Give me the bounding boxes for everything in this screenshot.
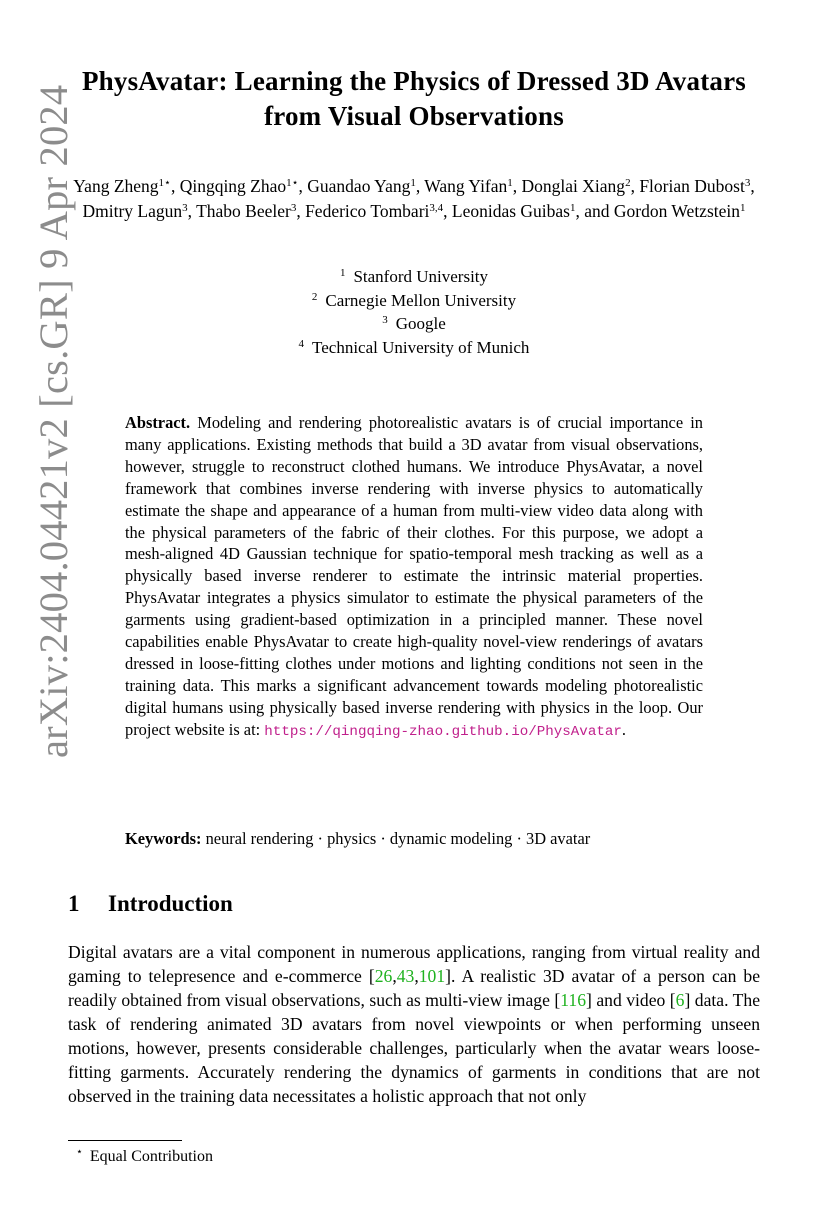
intro-text-1: Digital avatars are a vital component in numerous applications, ranging from virtual reality and gaming to telepresence and e-commerce [ (68, 942, 760, 986)
author-name: Florian Dubost (639, 176, 745, 196)
author-name: Guandao Yang (307, 176, 411, 196)
section-title: Introduction (108, 891, 233, 916)
affiliation (120, 336, 708, 360)
author-affiliation-mark: 1 (507, 177, 513, 189)
author-affiliation-mark: 2 (625, 177, 631, 189)
affiliation-name: Stanford University (353, 267, 489, 286)
keywords-label: Keywords: (125, 829, 202, 848)
author (522, 176, 631, 196)
author (196, 201, 296, 221)
author-name: Federico Tombari (305, 201, 430, 221)
citation-link[interactable]: 116 (560, 990, 586, 1010)
citation-link[interactable]: 26 (374, 966, 393, 986)
keywords (125, 828, 725, 850)
affiliation-name: Technical University of Munich (312, 337, 530, 357)
author-name: Leonidas Guibas (451, 201, 570, 221)
footnote-mark: ⋆ (76, 1146, 83, 1158)
footnote-divider (68, 1140, 182, 1141)
affiliation-number: 4 (298, 337, 305, 350)
author (180, 176, 299, 196)
author-name: Dmitry Lagun (82, 201, 183, 221)
affiliation-number: 1 (339, 267, 346, 279)
affiliation-number: 3 (382, 314, 388, 326)
author (424, 176, 513, 196)
author-name: Wang Yifan (424, 176, 508, 196)
arxiv-identifier-stamp (22, 60, 82, 760)
affiliation-name: Google (395, 314, 446, 333)
author-name: Qingqing Zhao (179, 176, 287, 196)
author-affiliation-mark: 3 (182, 202, 188, 214)
author-name: Yang Zheng (73, 176, 159, 196)
arxiv-stamp-text: arXiv:2404.04421v2 [cs.GR] 9 Apr 2024 (31, 84, 76, 758)
author-affiliation-mark: 3,4 (429, 202, 444, 214)
author-name: Gordon Wetzstein (613, 201, 740, 221)
affiliation (120, 312, 708, 336)
intro-text-2: ]. A realistic 3D avatar of a person can be readily obtained from visual observations, such as multi-view image [ (68, 966, 761, 1010)
affiliation (120, 289, 708, 313)
author-affiliation-mark: 1 (410, 177, 416, 189)
section-number: 1 (68, 891, 80, 916)
intro-paragraph: Digital avatars are a vital component in numerous applications, ranging from virtual reality and gaming to telepresence and e-commerce [26,43,101]. A realistic 3D avatar of a person can be readily obtained from visual observations, such as multi-view image [116] and video [6] data. The task of rendering animated 3D avatars from novel viewpoints or when performing unseen motions, however, presents considerable challenges, particularly when the avatar wears loose-fitting garments. Accurately rendering the dynamics of garments in conditions that are not observed in the training data necessitates a holistic approach that not only (68, 942, 761, 1106)
author-affiliation-mark: 1 (740, 202, 746, 214)
project-website-link[interactable]: https://qingqing-zhao.github.io/PhysAvatar (264, 723, 622, 740)
author (73, 176, 171, 196)
citation-link[interactable]: 101 (418, 966, 446, 986)
author-affiliation-mark: 1⋆ (286, 177, 299, 189)
citation-link[interactable]: 6 (675, 990, 685, 1010)
author-list: Yang Zheng$^{1⋆}$, Qingqing Zhao$^{1⋆}$, Guandao Yang$^1$, Wang Yifan$^1$, Donglai Xiang$^2$, Florian Dubost$^3$, Dmitry Lagun$^3$, Thabo Beeler$^3$, Federico Tombari$^{3,4}$, Leonidas Guibas$^1$, and Gordon Wetzstein$^1$ (73, 176, 755, 221)
section-heading (68, 889, 233, 919)
author (82, 201, 187, 221)
abstract-label: Abstract. (125, 413, 191, 432)
affiliation-name: Carnegie Mellon University (325, 290, 517, 310)
citation-link[interactable]: 43 (396, 966, 415, 986)
keywords-text: neural rendering · physics · dynamic modeling · 3D avatar (205, 829, 591, 848)
affiliation-list (120, 265, 708, 359)
affiliation-number: 2 (311, 290, 318, 303)
author-affiliation-mark: 1 (570, 202, 576, 214)
abstract-text: Modeling and rendering photorealistic avatars is of crucial importance in many applications. Existing methods that build a 3D avatar from visual observations, however, struggle to reconstruct clothed humans. We introduce PhysAvatar, a novel framework that combines inverse rendering with inverse physics to automatically estimate the shape and appearance of a human from multi-view video data along with the physical parameters of the fabric of their clothes. For this purpose, we adopt a mesh-aligned 4D Gaussian technique for spatio-temporal mesh tracking as well as a physically based inverse renderer to estimate the intrinsic material properties. PhysAvatar integrates a physics simulator to estimate the physical parameters of the garments using gradient-based optimization in a principled manner. These novel capabilities enable PhysAvatar to create high-quality novel-view renderings of avatars dressed in loose-fitting clothes under motions and lighting conditions not seen in the training data. This marks a significant advancement towards modeling photorealistic digital humans using physically based inverse rendering with physics in the loop. Our project website is at: (125, 413, 703, 739)
intro-text-3: ] and video [ (586, 990, 676, 1010)
affiliation (120, 265, 708, 289)
author-name: Donglai Xiang (521, 176, 626, 196)
abstract: Abstract. Modeling and rendering photorealistic avatars is of crucial importance in many applications. Existing methods that build a 3D avatar from visual observations, however, struggle to reconstruct clothed humans. We introduce PhysAvatar, a novel framework that combines inverse rendering with inverse physics to automatically estimate the shape and appearance of a human from multi-view video data along with the physical parameters of the fabric of their clothes. For this purpose, we adopt a mesh-aligned 4D Gaussian technique for spatio-temporal mesh tracking as well as a physically based inverse renderer to estimate the intrinsic material properties. PhysAvatar integrates a physics simulator to estimate the physical parameters of the garments using gradient-based optimization in a principled manner. These novel capabilities enable PhysAvatar to create high-quality novel-view renderings of avatars dressed in loose-fitting clothes under motions and lighting conditions not seen in the training data. This marks a significant advancement towards modeling photorealistic digital humans using physically based inverse rendering with physics in the loop. Our project website is at: https://qingqing-zhao.github.io/PhysAvatar. (125, 413, 703, 740)
author (307, 176, 416, 196)
author (614, 201, 746, 221)
paper-title: PhysAvatar: Learning the Physics of Dressed 3D Avatars from Visual Observations (81, 66, 746, 131)
footnote-text: Equal Contribution (89, 1148, 213, 1165)
intro-text-4: ] data. The task of rendering animated 3D avatars from novel viewpoints or when performing unseen motions, however, presents considerable challenges, particularly when the avatar wears loose-fitting garments. Accurately rendering the dynamics of garments in conditions that are not observed in the training data necessitates a holistic approach that not only (68, 990, 761, 1106)
author (639, 176, 750, 196)
author-affiliation-mark: 3 (744, 177, 751, 189)
author-affiliation-mark: 3 (290, 202, 297, 214)
footnote (68, 1146, 213, 1168)
author-affiliation-mark: 1⋆ (158, 177, 171, 189)
author (452, 201, 576, 221)
author-name: Thabo Beeler (196, 201, 291, 221)
author (305, 201, 443, 221)
